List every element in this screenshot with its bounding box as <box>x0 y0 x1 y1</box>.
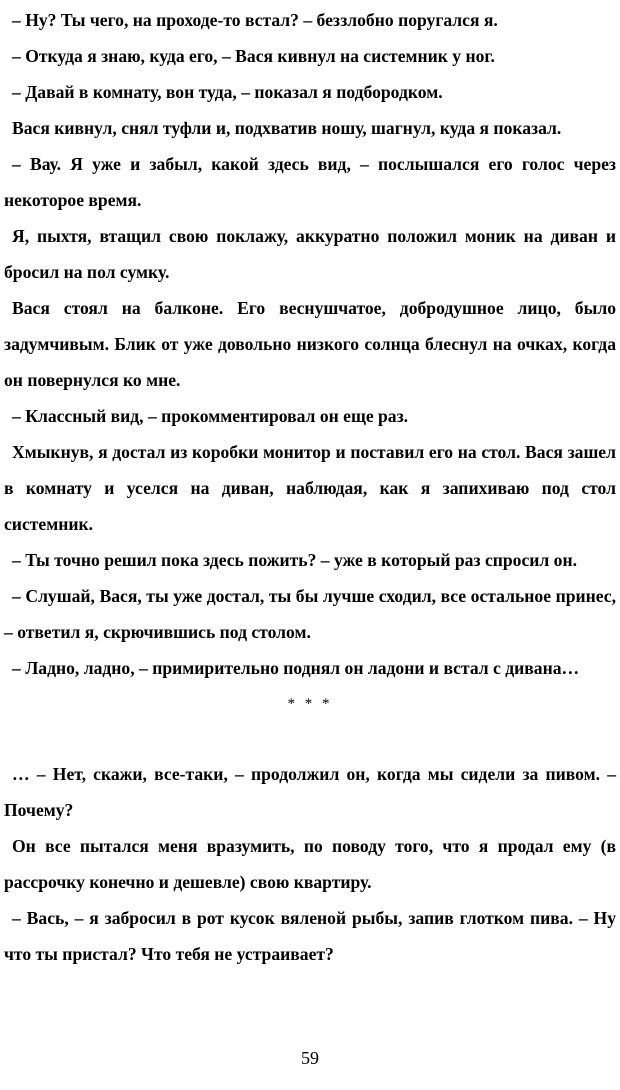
page-text <box>4 2 616 972</box>
paragraph: Хмыкнув, я достал из коробки монитор и поставил его на стол. Вася зашел в комнату и уселся на диван, наблюдая, как я запихиваю под стол системник. <box>4 442 616 534</box>
section-break: * * * <box>287 696 333 712</box>
paragraph: – Ладно, ладно, – примирительно поднял он ладони и встал с дивана… <box>12 658 580 678</box>
paragraph: – Откуда я знаю, куда его, – Вася кивнул на системник у ног. <box>12 46 495 66</box>
paragraph: Вася стоял на балконе. Его веснушчатое, добродушное лицо, было задумчивым. Блик от уже довольно низкого солнца блеснул на очках, когда он повернулся ко мне. <box>4 298 616 390</box>
paragraph: – Вау. Я уже и забыл, какой здесь вид, – послышался его голос через некоторое время. <box>4 154 616 210</box>
paragraph: – Ты точно решил пока здесь пожить? – уже в который раз спросил он. <box>12 550 578 570</box>
page-number: 59 <box>301 1048 319 1068</box>
paragraph: – Классный вид, – прокомментировал он еще раз. <box>12 406 409 426</box>
paragraph: Я, пыхтя, втащил свою поклажу, аккуратно положил моник на диван и бросил на пол сумку. <box>4 226 616 282</box>
paragraph: Он все пытался меня вразумить, по поводу того, что я продал ему (в рассрочку конечно и дешевле) свою квартиру. <box>4 836 616 892</box>
paragraph: – Давай в комнату, вон туда, – показал я подбородком. <box>12 82 443 102</box>
paragraph: Вася кивнул, снял туфли и, подхватив ношу, шагнул, куда я показал. <box>12 118 562 138</box>
paragraph: – Ну? Ты чего, на проходе-то встал? – беззлобно поругался я. <box>12 10 498 30</box>
paragraph: – Слушай, Вася, ты уже достал, ты бы лучше сходил, все остальное принес, – ответил я, скрючившись под столом. <box>4 586 616 642</box>
paragraph: … – Нет, скажи, все-таки, – продолжил он, когда мы сидели за пивом. – Почему? <box>4 764 616 820</box>
paragraph: – Вась, – я забросил в рот кусок вяленой рыбы, запив глотком пива. – Ну что ты пристал? Что тебя не устраивает? <box>4 908 616 964</box>
